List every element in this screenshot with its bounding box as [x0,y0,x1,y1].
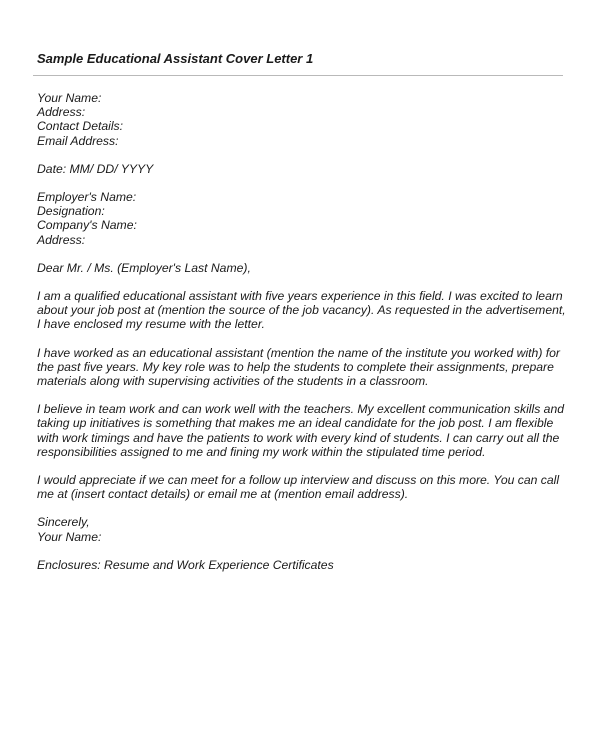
recipient-block [37,190,567,247]
paragraph-line: with work timings and have the patients to work with every kind of students. I can carry out all the [37,430,560,445]
paragraph-intro [37,289,567,332]
paragraph-skills [37,402,567,459]
signature-name-line: Your Name: [37,529,102,544]
enclosures-block [37,558,567,572]
recipient-name-line: Employer's Name: [37,190,137,205]
enclosures-line: Enclosures: Resume and Work Experience Certificates [37,557,334,572]
salutation: Dear Mr. / Ms. (Employer's Last Name), [37,260,251,275]
closing-block [37,515,567,543]
letter-body [37,91,567,586]
recipient-designation-line: Designation: [37,204,105,219]
sender-email-line: Email Address: [37,133,119,148]
salutation-block [37,261,567,275]
paragraph-line: the past five years. My key role was to help the students to complete their assignments, prepare [37,359,554,374]
paragraph-closing-request [37,473,567,501]
closing-word: Sincerely, [37,515,90,530]
paragraph-line: I would appreciate if we can meet for a follow up interview and discuss on this more. You can call [37,473,560,488]
date-line: Date: MM/ DD/ YYYY [37,161,154,176]
title-divider [33,75,563,76]
sender-block [37,91,567,148]
recipient-address-line: Address: [37,232,86,247]
sender-contact-line: Contact Details: [37,119,124,134]
paragraph-line: I have enclosed my resume with the letter. [37,317,265,332]
paragraph-line: responsibilities assigned to me and fining my work within the stipulated time period. [37,444,486,459]
date-block [37,162,567,176]
paragraph-line: materials along with supervising activities of the students in a classroom. [37,374,429,389]
paragraph-line: I am a qualified educational assistant with five years experience in this field. I was excited to learn [37,289,563,304]
paragraph-line: me at (insert contact details) or email me at (mention email address). [37,487,409,502]
paragraph-line: I believe in team work and can work well with the teachers. My excellent communication skills and [37,402,565,417]
document-title: Sample Educational Assistant Cover Letter 1 [37,51,314,66]
recipient-company-line: Company's Name: [37,218,137,233]
paragraph-line: I have worked as an educational assistant (mention the name of the institute you worked with) for [37,345,560,360]
sender-name-line: Your Name: [37,91,102,105]
paragraph-experience [37,346,567,389]
sender-address-line: Address: [37,105,86,120]
paragraph-line: taking up initiatives is something that makes me an ideal candidate for the job post. I am flexible [37,416,554,431]
paragraph-line: about your job post at (mention the source of the job vacancy). As requested in the advertisement, [37,303,566,318]
